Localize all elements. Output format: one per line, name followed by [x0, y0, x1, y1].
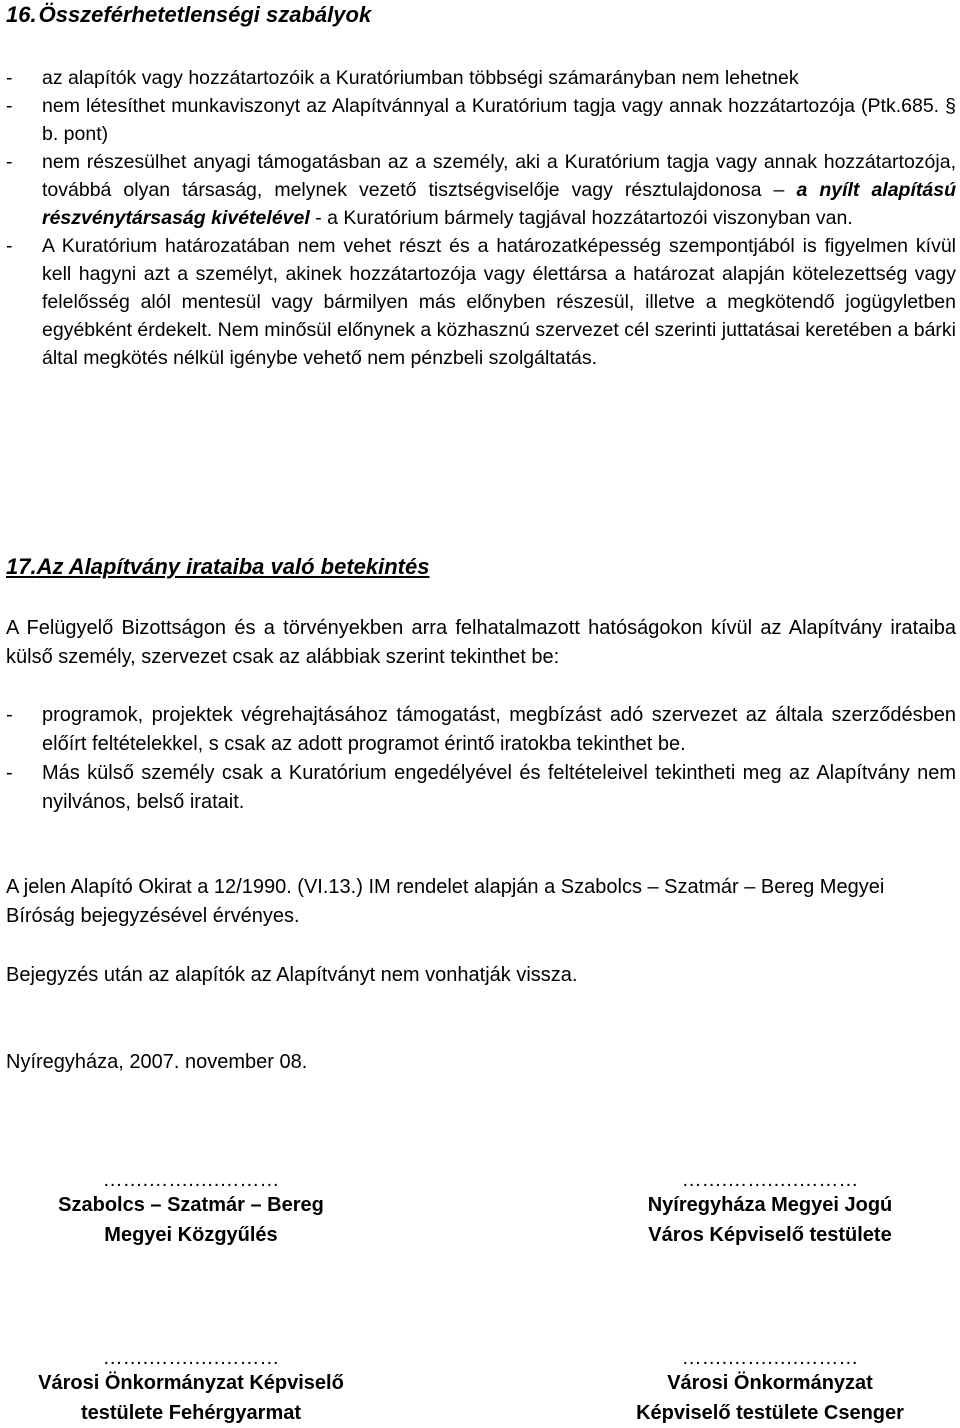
signatory-name: Városi Önkormányzat Képviselő	[38, 1372, 344, 1394]
section-17-title: Az Alapítvány irataiba való betekintés	[36, 554, 430, 579]
list-item	[6, 64, 956, 92]
signature-block	[0, 1170, 382, 1250]
signature-block	[590, 1170, 950, 1250]
signature-block	[0, 1348, 382, 1428]
list-item	[6, 148, 956, 232]
irrevocability-statement: Bejegyzés után az alapítók az Alapítványt nem vonhatják vissza.	[6, 964, 578, 986]
section-16-number: 16.	[6, 2, 37, 27]
list-dash: -	[6, 67, 13, 89]
section-16-title: Összeférhetetlenségi szabályok	[38, 2, 372, 27]
list-item	[6, 759, 956, 817]
section-16-heading	[6, 2, 371, 28]
signatory-name: Városi Önkormányzat	[667, 1372, 873, 1394]
list-item-text: Más külső személy csak a Kuratórium engedélyével és feltételeivel tekintheti meg az Alapítvány nem nyilvános, belső iratait.	[42, 762, 956, 813]
validity-statement: A jelen Alapító Okirat a 12/1990. (VI.13.) IM rendelet alapján a Szabolcs – Szatmár – Bereg Megyei Bíróság bejegyzésével érvényes.	[6, 876, 885, 927]
section-17-number: 17.	[6, 554, 37, 579]
signature-line: …….…….….………	[102, 1347, 280, 1369]
list-item-text: A Kuratórium határozatában nem vehet részt és a határozatképesség szempontjából is figyelmen kívül kell hagyni azt a személyt, akinek hozzátartozója vagy élettársa a határozat alapján kötelezettség vagy felelősség alól mentesül vagy bármilyen más előnyben részesül, illetve a megkötendő jogügyletben egyébként érdekelt. Nem minősül előnynek a közhasznú szervezet cél szerinti juttatásai keretében a bárki által megkötés nélkül igénybe vehető nem pénzbeli szolgáltatás.	[42, 235, 956, 369]
list-item	[6, 92, 956, 148]
list-item-text: nem létesíthet munkaviszonyt az Alapítvánnyal a Kuratórium tagja vagy annak hozzátartozója (Ptk.685. § b. pont)	[42, 95, 956, 145]
section-17-list	[6, 701, 956, 817]
list-item-text: nem részesülhet anyagi támogatásban az a személy, aki a Kuratórium tagja vagy annak hozzátartozója, továbbá olyan társaság, melynek vezető tisztségviselője vagy résztulajdonosa –	[42, 151, 956, 201]
place-and-date: Nyíregyháza, 2007. november 08.	[6, 1051, 308, 1073]
signatory-name: Megyei Közgyűlés	[104, 1224, 278, 1246]
signatory-name: Nyíregyháza Megyei Jogú	[647, 1194, 893, 1216]
signatory-name: Képviselő testülete Csenger	[636, 1402, 904, 1424]
signatory-name: testülete Fehérgyarmat	[80, 1402, 302, 1424]
emphasized-exception: a nyílt alapítású részvénytársaság kivételével	[42, 179, 956, 229]
list-dash: -	[6, 95, 13, 117]
list-item	[6, 701, 956, 759]
list-item	[6, 232, 956, 372]
list-item-text: - a Kuratórium bármely tagjával hozzátartozói viszonyban van.	[309, 207, 853, 229]
list-item-text: programok, projektek végrehajtásához támogatást, megbízást adó szervezet az általa szerződésben előírt feltételekkel, s csak az adott programot érintő iratokba tekinthet be.	[42, 704, 956, 755]
list-item-text: az alapítók vagy hozzátartozóik a Kuratóriumban többségi számarányban nem lehetnek	[42, 67, 799, 89]
list-dash: -	[6, 704, 13, 726]
section-17-intro: A Felügyelő Bizottságon és a törvényekben arra felhatalmazott hatóságokon kívül az Alapítvány irataiba külső személy, szervezet csak az alábbiak szerint tekinthet be:	[6, 617, 956, 668]
list-dash: -	[6, 235, 13, 257]
list-dash: -	[6, 151, 13, 173]
signature-line: …….…….….………	[102, 1169, 280, 1191]
signature-block	[590, 1348, 950, 1428]
signature-line: …….…….….………	[681, 1347, 859, 1369]
section-16-list	[6, 64, 956, 372]
signatory-name: Szabolcs – Szatmár – Bereg	[58, 1194, 324, 1216]
list-dash: -	[6, 762, 13, 784]
signature-line: …….…….….………	[681, 1169, 859, 1191]
section-17-heading	[6, 554, 429, 580]
signatory-name: Város Képviselő testülete	[648, 1224, 892, 1246]
